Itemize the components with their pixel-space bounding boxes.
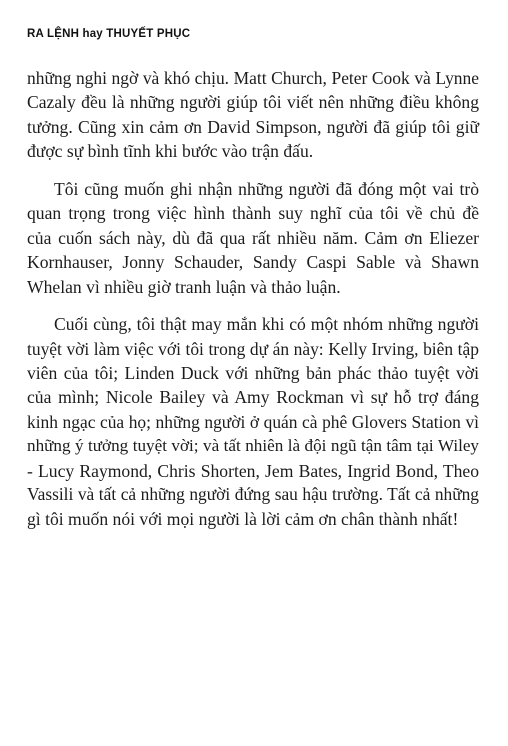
text-line: - Lucy Raymond, Chris Shorten, Jem Bates, Ingrid Bond, Theo — [27, 460, 479, 481]
text-line: được sự bình tĩnh khi bước vào trận đấu. — [27, 141, 314, 162]
text-line: kinh ngạc của họ; những người ở quán cà phê Glovers Station vì — [27, 411, 479, 432]
text-line: Whelan vì nhiều giờ tranh luận và thảo luận. — [27, 276, 341, 297]
text-line: quan trọng trong việc hình thành suy nghĩ của tôi về chủ đề — [27, 203, 479, 224]
text-line: những ý tưởng tuyệt vời; và tất nhiên là đội ngũ tận tâm tại Wiley — [27, 436, 479, 456]
text-line: của mình; Nicole Bailey và Amy Rockman vì sự hỗ trợ đáng — [27, 387, 479, 408]
text-line: viên của tôi; Linden Duck với những bản phác thảo tuyệt vời — [27, 363, 479, 384]
text-line: Cazaly đều là những người giúp tôi viết nên những điều không — [27, 92, 479, 113]
text-line: Kornhauser, Jonny Schauder, Sandy Caspi Sable và Shawn — [27, 252, 479, 273]
text-line: Cuối cùng, tôi thật may mắn khi có một nhóm những người — [54, 314, 479, 335]
paragraph-1 — [27, 66, 479, 164]
text-line: tuyệt vời làm việc với tôi trong dự án này: Kelly Irving, biên tập — [27, 338, 479, 359]
body-text — [27, 66, 479, 545]
paragraph-2 — [27, 177, 479, 299]
text-line: tưởng. Cũng xin cảm ơn David Simpson, người đã giúp tôi giữ — [27, 116, 479, 137]
text-line: của cuốn sách này, dù đã qua rất nhiều năm. Cảm ơn Eliezer — [27, 227, 479, 248]
text-line: gì tôi muốn nói với mọi người là lời cảm ơn chân thành nhất! — [27, 509, 459, 530]
text-line: Tôi cũng muốn ghi nhận những người đã đóng một vai trò — [54, 178, 479, 199]
running-header: RA LỆNH hay THUYẾT PHỤC — [27, 28, 191, 40]
text-line: Vassili và tất cả những người đứng sau hậu trường. Tất cả những — [27, 485, 479, 505]
paragraph-3 — [27, 312, 479, 532]
text-line: những nghi ngờ và khó chịu. Matt Church, Peter Cook và Lynne — [27, 68, 479, 88]
